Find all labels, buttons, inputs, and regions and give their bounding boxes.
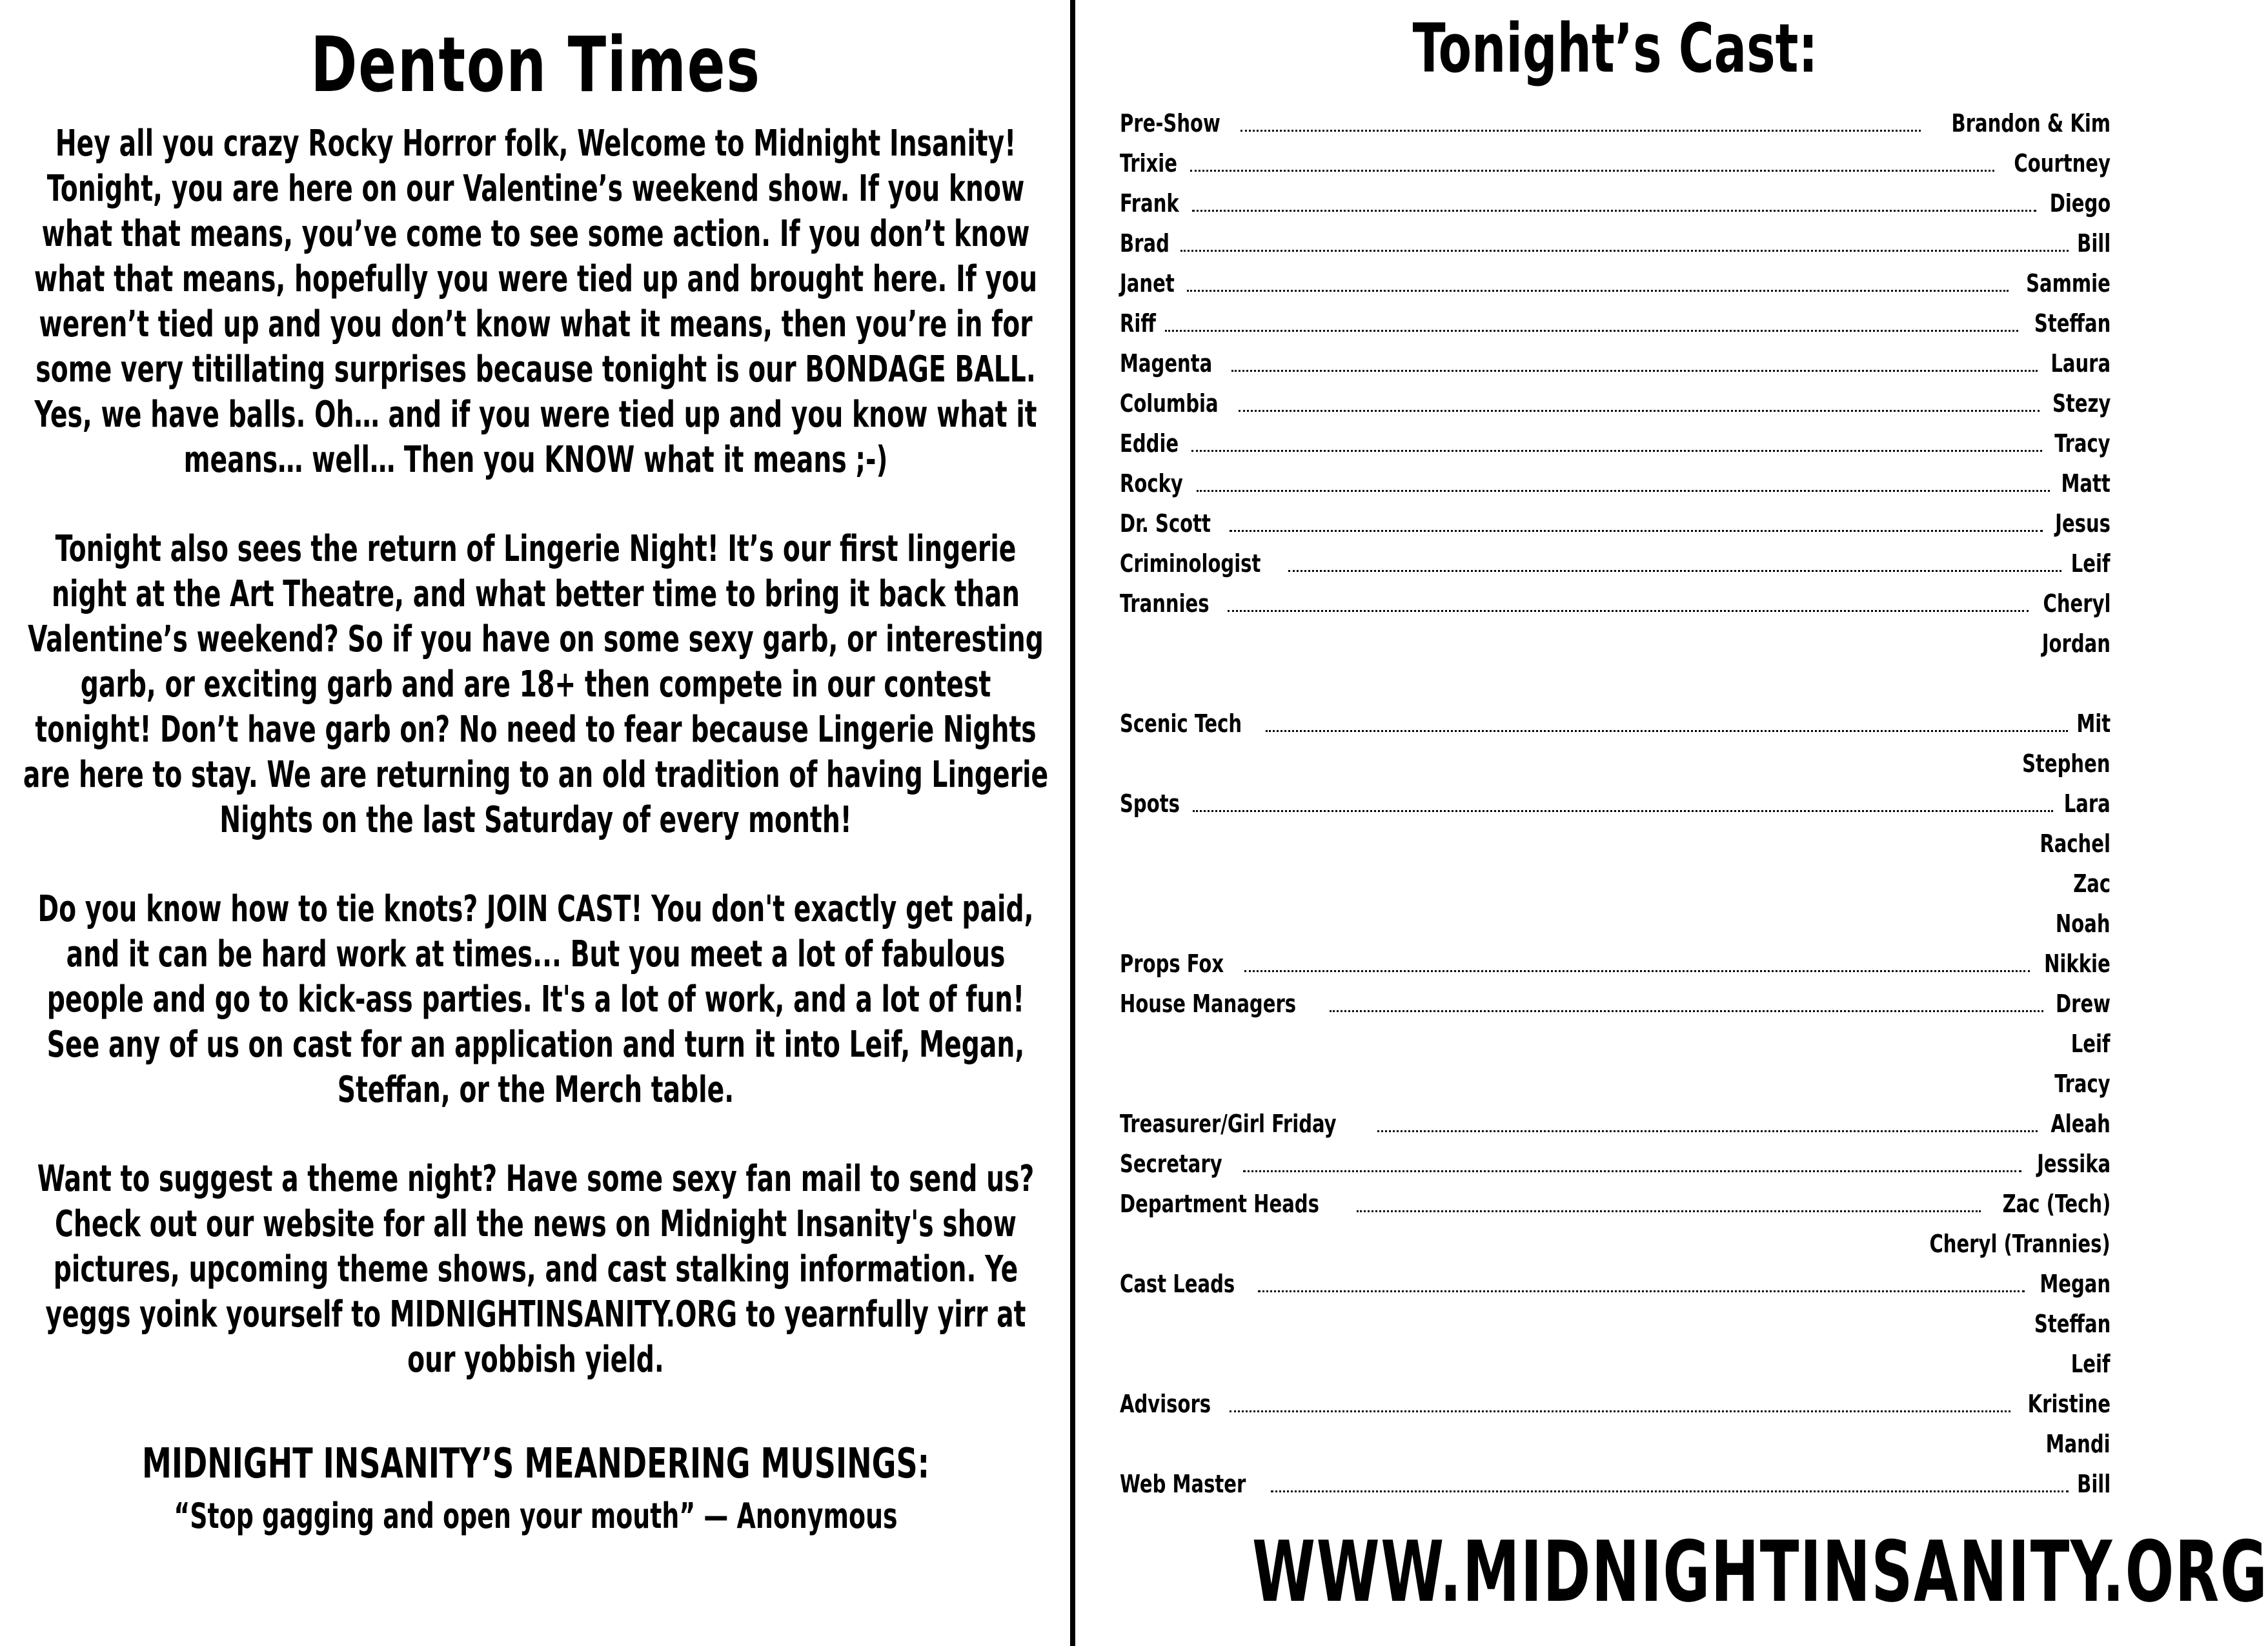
cast-member-name: Bill [2076, 229, 2111, 258]
cast-member-name: Mit [2076, 709, 2111, 738]
role-label: Pre-Show [1120, 109, 1220, 137]
cast-member-name: Leif [2071, 1350, 2111, 1378]
musings-heading: MIDNIGHT INSANITY’S MEANDERING MUSINGS: [141, 1440, 930, 1488]
cast-role-row [1120, 263, 2111, 303]
cast-member-name: Zac [2073, 869, 2111, 898]
dot-leader [1240, 130, 1921, 132]
cast-member-name: Bill [2076, 1470, 2111, 1498]
cast-member-name-extra [1120, 624, 2111, 664]
cast-member-name: Jordan [2041, 629, 2111, 658]
dot-leader [1230, 1410, 2010, 1412]
lingerie-paragraph: Tonight also sees the return of Lingerie Night! It’s our first lingerie night at the Art Theatre, and what better time to bring it back than Valentine’s weekend? So if you have on some sexy garb, or interesting garb, or exciting garb and are 18+ then compete in our contest tonight! Don’t have garb on? No need to fear because Lingerie Nights are here to stay. We are returning to an old tradition of having Lingerie Nights on the last Saturday of every month! [23, 528, 1049, 841]
cast-member-name: Zac (Tech) [2002, 1190, 2111, 1218]
cast-member-name: Drew [2055, 990, 2111, 1018]
role-label: Web Master [1120, 1470, 1246, 1498]
cast-role-row [1120, 1464, 2111, 1504]
newsletter-column [19, 19, 1052, 1539]
cast-member-name-extra [1120, 744, 2111, 784]
cast-member-name: Jessika [2036, 1150, 2111, 1178]
section-spacer [1120, 664, 2111, 704]
role-label: Props Fox [1120, 950, 1224, 978]
cast-role-row [1120, 103, 2111, 143]
cast-role-row [1120, 223, 2111, 263]
cast-role-row [1120, 143, 2111, 183]
cast-role-row [1120, 383, 2111, 423]
cast-column [1120, 6, 2111, 1504]
role-label: Spots [1120, 789, 1180, 818]
role-label: Department Heads [1120, 1190, 1319, 1218]
dot-leader [1271, 1490, 2069, 1492]
cast-member-name: Noah [2056, 909, 2111, 938]
role-label: Riff [1120, 309, 1156, 338]
role-label: Treasurer/Girl Friday [1120, 1110, 1337, 1138]
dot-leader [1357, 1210, 1980, 1212]
dot-leader [1191, 450, 2042, 452]
dot-leader [1180, 250, 2068, 252]
join-cast-paragraph: Do you know how to tie knots? JOIN CAST! You don't exactly get paid, and it can be hard work at times... But you meet a lot of fabulous people and go to kick-ass parties. It's a lot of work, and a lot of fun! See any of us on cast for an application and turn it into Leif, Megan, Steffan, or the Merch table. [37, 888, 1034, 1111]
newsletter-title: Denton Times [310, 20, 761, 109]
cast-list [1120, 103, 2111, 1504]
role-label: Eddie [1120, 429, 1179, 458]
role-label: Janet [1120, 269, 1175, 298]
cast-role-row [1120, 303, 2111, 343]
dot-leader [1228, 610, 2028, 612]
cast-member-name: Steffan [2034, 309, 2111, 338]
role-label: Columbia [1120, 389, 1219, 418]
dot-leader [1165, 330, 2018, 332]
cast-member-name-extra [1120, 1024, 2111, 1064]
cast-title: Tonight’s Cast: [1412, 9, 1818, 88]
role-label: Dr. Scott [1120, 509, 1211, 538]
role-label: Rocky [1120, 469, 1183, 498]
musings-quote: “Stop gagging and open your mouth” — Anonymous [174, 1496, 898, 1536]
dot-leader [1197, 490, 2050, 492]
cast-member-name: Megan [2040, 1270, 2111, 1298]
role-label: Trixie [1120, 149, 1177, 178]
dot-leader [1258, 1290, 2025, 1292]
cast-member-name: Brandon & Kim [1951, 109, 2111, 137]
website-paragraph: Want to suggest a theme night? Have some sexy fan mail to send us? Check out our website for all the news on Midnight Insanity's show pictures, upcoming theme shows, and cast stalking information. Ye yeggs yoink yourself to MIDNIGHTINSANITY.ORG to yearnfully yirr at our yobbish yield. [37, 1158, 1035, 1381]
cast-role-row [1120, 1384, 2111, 1424]
cast-member-name: Sammie [2026, 269, 2111, 298]
cast-role-row [1120, 1104, 2111, 1144]
cast-member-name: Matt [2061, 469, 2111, 498]
cast-member-name: Diego [2049, 189, 2111, 218]
cast-member-name: Aleah [2050, 1110, 2111, 1138]
dot-leader [1187, 290, 2009, 292]
cast-member-name-extra [1120, 824, 2111, 864]
cast-member-name-extra [1120, 1224, 2111, 1264]
cast-member-name: Leif [2071, 1030, 2111, 1058]
role-label: House Managers [1120, 990, 1297, 1018]
cast-member-name: Cheryl (Trannies) [1929, 1230, 2111, 1258]
cast-member-name: Cheryl [2043, 589, 2111, 618]
cast-role-row [1120, 784, 2111, 824]
dot-leader [1192, 210, 2036, 212]
cast-role-row [1120, 1144, 2111, 1184]
dot-leader [1377, 1130, 2038, 1132]
cast-member-name: Tracy [2054, 429, 2111, 458]
cast-member-name: Kristine [2027, 1390, 2111, 1418]
cast-role-row [1120, 1184, 2111, 1224]
cast-member-name: Rachel [2040, 829, 2111, 858]
dot-leader [1243, 1170, 2021, 1172]
cast-member-name-extra [1120, 904, 2111, 944]
cast-role-row [1120, 984, 2111, 1024]
cast-role-row [1120, 183, 2111, 223]
cast-role-row [1120, 503, 2111, 544]
cast-role-row [1120, 544, 2111, 584]
cast-member-name: Leif [2071, 549, 2111, 578]
cast-member-name: Tracy [2054, 1070, 2111, 1098]
role-label: Secretary [1120, 1150, 1222, 1178]
cast-member-name: Courtney [2014, 149, 2111, 178]
role-label: Frank [1120, 189, 1179, 218]
cast-member-name: Jesus [2055, 509, 2111, 538]
website-url: WWW.MIDNIGHTINSANITY.ORG [1252, 1523, 2268, 1621]
cast-member-name-extra [1120, 1064, 2111, 1104]
cast-role-row [1120, 1264, 2111, 1304]
cast-member-name: Stephen [2022, 749, 2111, 778]
cast-role-row [1120, 584, 2111, 624]
dot-leader [1266, 730, 2068, 732]
role-label: Criminologist [1120, 549, 1261, 578]
role-label: Trannies [1120, 589, 1210, 618]
dot-leader [1244, 970, 2030, 972]
cast-member-name-extra [1120, 864, 2111, 904]
intro-paragraph: Hey all you crazy Rocky Horror folk, Welcome to Midnight Insanity! Tonight, you are here on our Valentine’s weekend show. If you know what that means, you’ve come to see some action. If you don’t know what that means, hopefully you were tied up and brought here. If you weren’t tied up and you don’t know what it means, then you’re in for some very titillating surprises because tonight is our BONDAGE BALL. Yes, we have balls. Oh… and if you were tied up and you know what it means… well… Then you KNOW what it means ;-) [34, 123, 1038, 481]
dot-leader [1330, 1010, 2043, 1012]
cast-role-row [1120, 423, 2111, 463]
cast-member-name-extra [1120, 1344, 2111, 1384]
dot-leader [1193, 810, 2053, 812]
role-label: Scenic Tech [1120, 709, 1242, 738]
cast-role-row [1120, 463, 2111, 503]
cast-member-name: Steffan [2034, 1310, 2111, 1338]
cast-member-name: Nikkie [2044, 950, 2111, 978]
dot-leader [1288, 570, 2062, 572]
cast-role-row [1120, 704, 2111, 744]
dot-leader [1190, 170, 1994, 172]
role-label: Brad [1120, 229, 1169, 258]
cast-member-name: Mandi [2046, 1430, 2111, 1458]
role-label: Cast Leads [1120, 1270, 1235, 1298]
cast-role-row [1120, 343, 2111, 383]
dot-leader [1239, 410, 2040, 412]
cast-member-name: Laura [2050, 349, 2111, 378]
cast-member-name-extra [1120, 1424, 2111, 1464]
dot-leader [1230, 530, 2043, 532]
role-label: Advisors [1120, 1390, 1211, 1418]
cast-role-row [1120, 944, 2111, 984]
dot-leader [1231, 370, 2038, 372]
role-label: Magenta [1120, 349, 1213, 378]
cast-member-name-extra [1120, 1304, 2111, 1344]
cast-member-name: Lara [2063, 789, 2111, 818]
cast-member-name: Stezy [2052, 389, 2111, 418]
column-divider [1070, 0, 1075, 1646]
